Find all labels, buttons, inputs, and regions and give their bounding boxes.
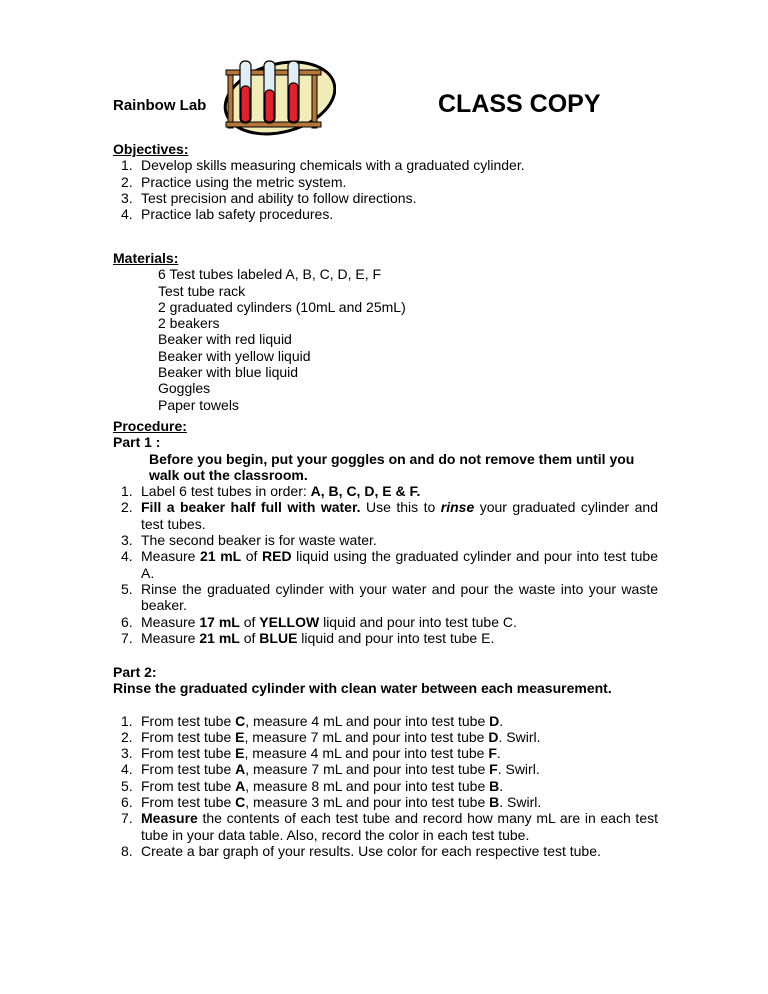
rinse-note: Rinse the graduated cylinder with clean water between each measurement. — [113, 680, 612, 697]
list-item: 2. Fill a beaker half full with water. Use this to rinse your graduated cylinder and test tubes. — [121, 499, 658, 532]
material-item: Paper towels — [158, 396, 239, 413]
list-item: 3. Test precision and ability to follow directions. — [121, 189, 417, 206]
list-item: 4. Measure 21 mL of RED liquid using the graduated cylinder and pour into test tube A. — [121, 548, 659, 581]
list-item: 5. Rinse the graduated cylinder with your water and pour the waste into your waste beaker. — [121, 580, 658, 614]
material-item: 2 beakers — [158, 315, 220, 332]
list-item: 4. Practice lab safety procedures. — [121, 206, 334, 223]
material-item: Beaker with yellow liquid — [158, 347, 311, 364]
list-item: 1. Develop skills measuring chemicals with a graduated cylinder. — [121, 157, 525, 174]
material-item: 6 Test tubes labeled A, B, C, D, E, F — [158, 266, 382, 283]
list-item: 3. The second beaker is for waste water. — [121, 532, 377, 549]
part1-title: Part 1 : — [113, 434, 161, 451]
objectives-heading: Objectives: — [113, 141, 189, 157]
material-item: Beaker with blue liquid — [158, 364, 299, 381]
list-item: 3. From test tube E, measure 4 mL and pour into test tube F. — [121, 745, 501, 762]
material-item: Goggles — [158, 380, 211, 397]
objectives-section — [113, 141, 658, 222]
materials-section — [113, 250, 658, 413]
list-item: 4. From test tube A, measure 7 mL and pour into test tube F. Swirl. — [121, 761, 540, 778]
list-item: 1. Label 6 test tubes in order: A, B, C, D, E & F. — [121, 483, 421, 500]
procedure-part1 — [113, 418, 658, 646]
goggles-warning: Before you begin, put your goggles on and do not remove them until you walk out the classroom. — [149, 450, 635, 483]
list-item: 5. From test tube A, measure 8 mL and pour into test tube B. — [121, 777, 504, 794]
part2-title: Part 2: — [113, 664, 157, 680]
material-item: 2 graduated cylinders (10mL and 25mL) — [158, 298, 406, 315]
list-item: 1. From test tube C, measure 4 mL and pour into test tube D. — [121, 712, 504, 729]
material-item: Test tube rack — [158, 282, 246, 299]
material-item: Beaker with red liquid — [158, 331, 292, 348]
list-item: 6. From test tube C, measure 3 mL and pour into test tube B. Swirl. — [121, 794, 542, 811]
list-item: 7. Measure 21 mL of BLUE liquid and pour into test tube E. — [121, 629, 495, 646]
lab-title: Rainbow Lab — [113, 97, 207, 114]
list-item: 6. Measure 17 mL of YELLOW liquid and pour into test tube C. — [121, 613, 517, 630]
list-item: 2. Practice using the metric system. — [121, 173, 347, 190]
materials-heading: Materials: — [113, 250, 179, 266]
procedure-heading: Procedure: — [113, 418, 187, 434]
test-tube-rack-clipart — [218, 58, 336, 136]
class-copy-label: CLASS COPY — [438, 90, 601, 118]
list-item: 8. Create a bar graph of your results. Use color for each respective test tube. — [121, 842, 601, 859]
list-item: 2. From test tube E, measure 7 mL and pour into test tube D. Swirl. — [121, 728, 541, 745]
procedure-part2 — [113, 664, 658, 859]
list-item: 7. Measure the contents of each test tube and record how many mL are in each test tube in your data table. Also, record the color in each test tube. — [121, 810, 658, 843]
